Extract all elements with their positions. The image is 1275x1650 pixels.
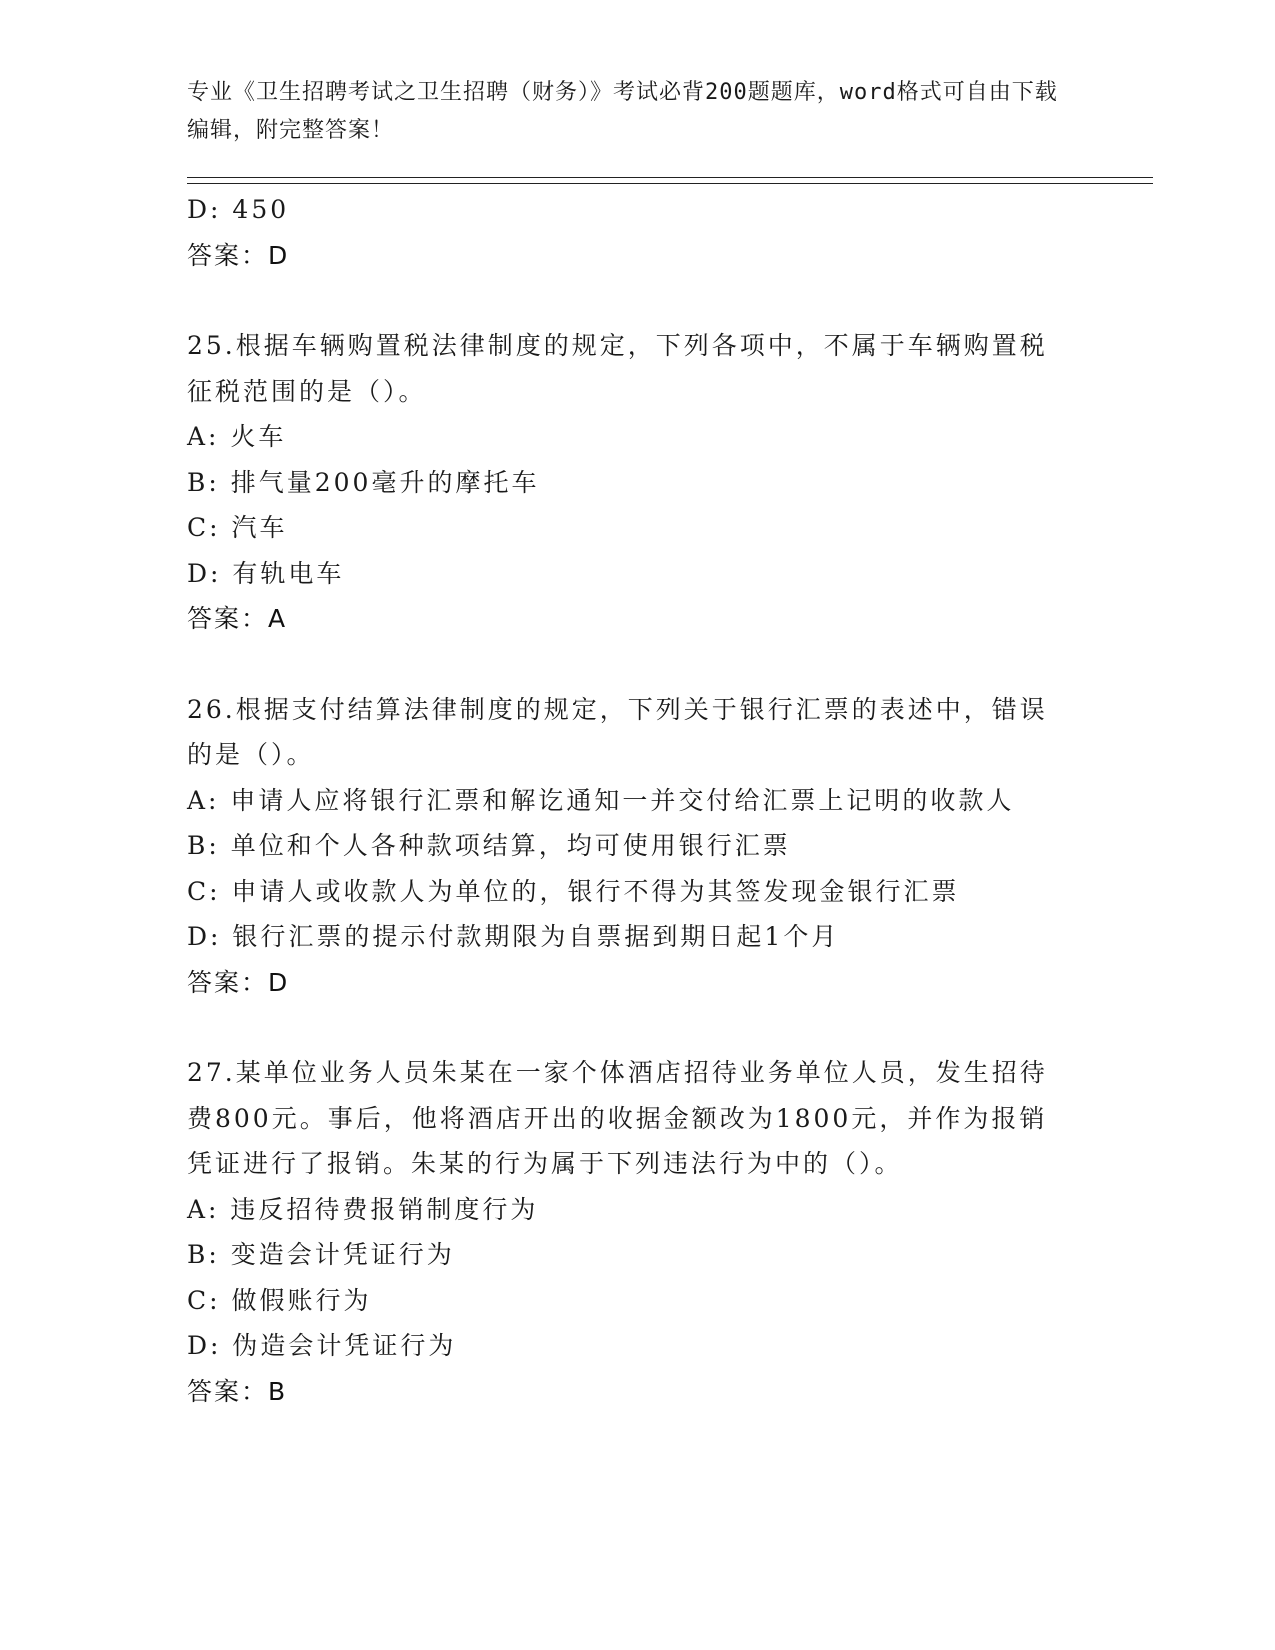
- question-stem: 费800元。事后，他将酒店开出的收据金额改为1800元，并作为报销: [187, 1103, 1048, 1133]
- question-stem: 27.某单位业务人员朱某在一家个体酒店招待业务单位人员，发生招待: [187, 1058, 1048, 1087]
- page-header: 专业《卫生招聘考试之卫生招聘（财务）》考试必背200题题库，word格式可自由下载编辑，附完整答案！: [187, 80, 1058, 143]
- option-a: A: 违反招待费报销制度行为: [187, 1194, 539, 1224]
- option-d: D: 银行汇票的提示付款期限为自票据到期日起1个月: [187, 922, 840, 951]
- option-c: C: 做假账行为: [187, 1285, 372, 1315]
- option-a: A: 火车: [187, 422, 287, 451]
- option-c: C: 申请人或收款人为单位的，银行不得为其签发现金银行汇票: [187, 876, 960, 906]
- option-b: B: 变造会计凭证行为: [187, 1240, 455, 1269]
- question-stem: 25.根据车辆购置税法律制度的规定，下列各项中，不属于车辆购置税: [187, 331, 1048, 360]
- question-stem: 征税范围的是（）。: [187, 376, 427, 406]
- header-rule-bottom: [187, 183, 1153, 184]
- question-27: [187, 1050, 1087, 1414]
- prev-answer: 答案：D: [187, 240, 290, 270]
- document-body: [187, 187, 1087, 1414]
- option-c: C: 汽车: [187, 513, 288, 542]
- question-stem: 的是（）。: [187, 740, 315, 769]
- question-26: [187, 687, 1087, 1006]
- option-b: B: 排气量200毫升的摩托车: [187, 467, 540, 497]
- answer: 答案：A: [187, 604, 288, 633]
- option-d: D: 伪造会计凭证行为: [187, 1331, 457, 1360]
- prev-option-d: D: 450: [187, 195, 290, 224]
- question-25: [187, 323, 1087, 642]
- answer: 答案：D: [187, 967, 290, 997]
- question-stem: 凭证进行了报销。朱某的行为属于下列违法行为中的（）。: [187, 1149, 903, 1178]
- header-rule-top: [187, 177, 1153, 178]
- option-a: A: 申请人应将银行汇票和解讫通知一并交付给汇票上记明的收款人: [187, 785, 1015, 815]
- option-b: B: 单位和个人各种款项结算，均可使用银行汇票: [187, 831, 791, 860]
- question-stem: 26.根据支付结算法律制度的规定，下列关于银行汇票的表述中，错误: [187, 694, 1048, 724]
- option-d: D: 有轨电车: [187, 558, 345, 588]
- answer: 答案：B: [187, 1376, 288, 1406]
